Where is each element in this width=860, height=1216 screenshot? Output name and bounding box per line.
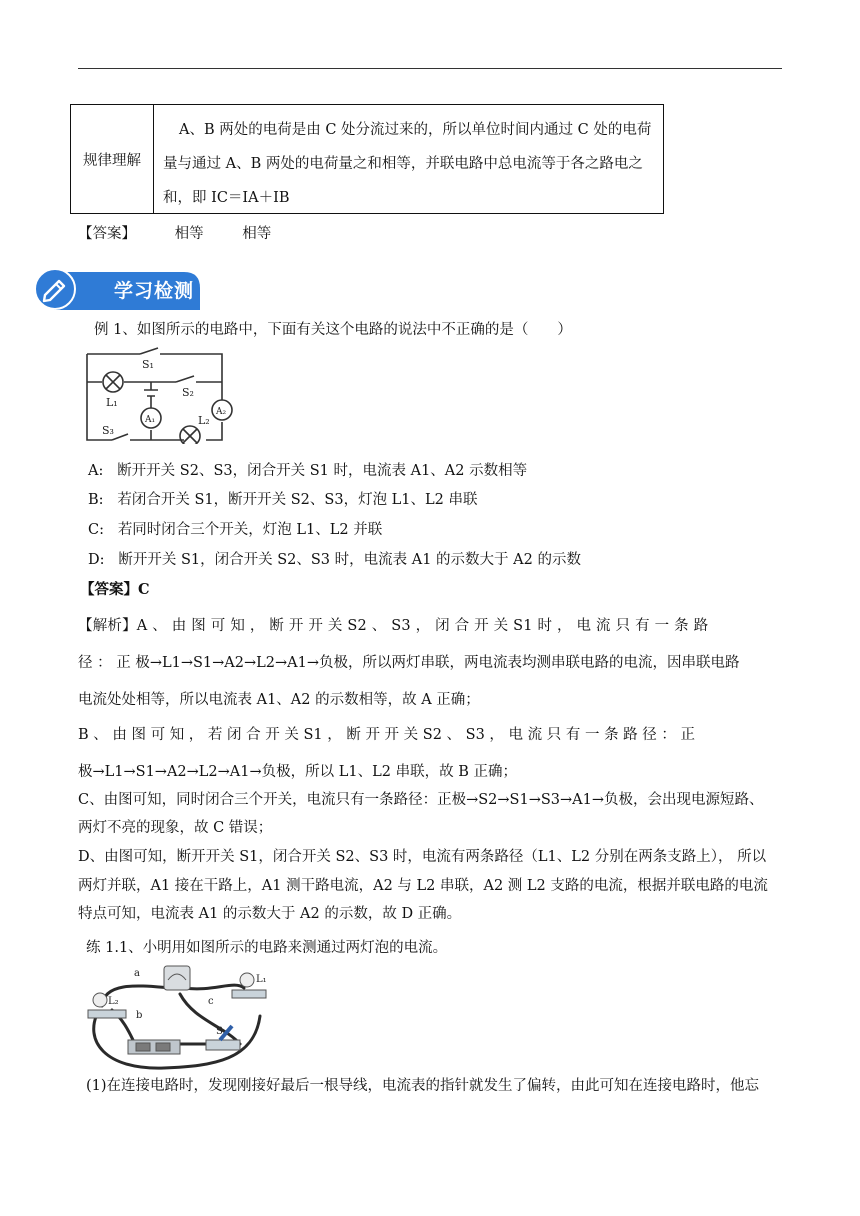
analysis-line-3: 电流处处相等，所以电流表 A1、A2 的示数相等，故 A 正确； (78, 692, 480, 708)
label-l1: L₁ (106, 396, 118, 409)
photo-label-c: c (208, 996, 214, 1007)
label-s3: S₃ (102, 424, 114, 437)
rule-table-content (163, 113, 659, 215)
rule-table (70, 104, 664, 214)
analysis-line-2: 径 ： 正 极→L1→S1→A2→L2→A1→负极，所以两灯串联，两电流表均测串联电路的电流，因串联电路 (78, 655, 740, 671)
label-l2: L₂ (198, 414, 210, 427)
option-c-key: C: (88, 522, 104, 538)
analysis-line-7: 两灯不亮的现象，故 C 错误； (78, 820, 273, 836)
label-a1: A₁ (145, 415, 156, 425)
photo-label-a: a (134, 968, 140, 979)
option-d-key: D: (88, 552, 105, 568)
label-a2: A₂ (216, 407, 227, 417)
option-d (88, 548, 581, 569)
option-b (88, 488, 478, 509)
section-title: 学习检测 (114, 280, 195, 302)
analysis-line-6: C、由图可知，同时闭合三个开关，电流只有一条路径：正极→S2→S1→S3→A1→负极，会出现电源短路、 (78, 792, 764, 808)
answer-label: 【答案】 (78, 226, 136, 242)
option-b-text: 若闭合开关 S1，断开开关 S2、S3，灯泡 L1、L2 串联 (117, 492, 478, 508)
practice-q1: (1)在连接电路时，发现刚接好最后一根导线，电流表的指针就发生了偏转，由此可知在连接电路时，他忘 (86, 1078, 760, 1094)
option-a (88, 459, 527, 480)
analysis-line-4: B 、 由 图 可 知 ， 若 闭 合 开 关 S1 ， 断 开 开 关 S2 、 S3 ， 电 流 只 有 一 条 路 径 ： 正 (78, 727, 696, 743)
section-banner (34, 268, 200, 310)
header-rule (78, 68, 782, 69)
label-s1: S₁ (142, 358, 154, 371)
rule-line-2: 量与通过 A、B 两处的电荷量之和相等，并联电路中总电流等于各之路电之 (163, 156, 643, 172)
rule-line-1: A、B 两处的电荷是由 C 处分流过来的，所以单位时间内通过 C 处的电荷 (179, 122, 652, 138)
practice-stem: 练 1.1、小明用如图所示的电路来测通过两灯泡的电流。 (86, 940, 448, 956)
photo-label-l1: L₁ (256, 974, 267, 985)
option-c (88, 518, 382, 539)
option-a-text: 断开开关 S2、S3，闭合开关 S1 时，电流表 A1、A2 示数相等 (117, 463, 528, 479)
option-b-key: B: (88, 492, 104, 508)
option-c-text: 若同时闭合三个开关，灯泡 L1、L2 并联 (117, 522, 383, 538)
circuit-photo (84, 960, 274, 1072)
example1-stem: 例 1、如图所示的电路中，下面有关这个电路的说法中不正确的是（ ） (94, 322, 572, 338)
label-s2: S₂ (182, 386, 194, 399)
answer-row (78, 222, 305, 243)
example1-answer: 【答案】C (80, 581, 150, 598)
option-a-key: A: (88, 463, 104, 479)
answer-value-1: 相等 (174, 226, 204, 242)
analysis-line-10: 特点可知，电流表 A1 的示数大于 A2 的示数，故 D 正确。 (78, 906, 462, 922)
photo-label-b: b (136, 1010, 143, 1021)
rule-table-label: 规律理解 (71, 105, 154, 213)
analysis-line-1: 【解析】A 、 由 图 可 知 ， 断 开 开 关 S2 、 S3 ， 闭 合 开 关 S1 时 ， 电 流 只 有 一 条 路 (78, 618, 709, 634)
answer-value-2: 相等 (242, 226, 272, 242)
photo-label-l2: L₂ (108, 996, 119, 1007)
option-d-text: 断开开关 S1，闭合开关 S2、S3 时，电流表 A1 的示数大于 A2 的示数 (118, 552, 581, 568)
photo-label-s: S (216, 1026, 223, 1037)
analysis-line-8: D、由图可知，断开开关 S1，闭合开关 S2、S3 时，电流有两条路径（L1、L2 分别在两条支路上）， 所以 (78, 849, 767, 865)
analysis-line-9: 两灯并联，A1 接在干路上，A1 测干路电流，A2 与 L2 串联，A2 测 L2 支路的电流，根据并联电路的电流 (78, 878, 768, 894)
rule-line-3: 和，即 IC＝IA＋IB (163, 190, 290, 206)
analysis-line-5: 极→L1→S1→A2→L2→A1→负极，所以 L1、L2 串联，故 B 正确； (78, 764, 517, 780)
circuit-diagram (84, 344, 240, 444)
